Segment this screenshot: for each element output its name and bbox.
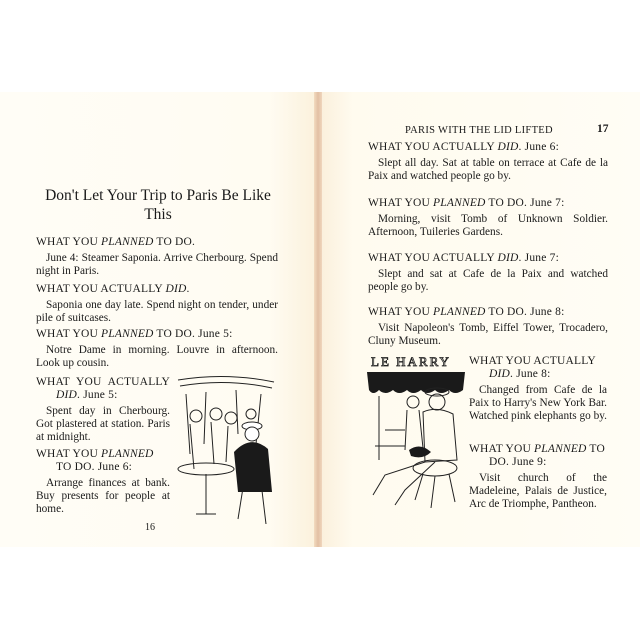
entry-right-6: WHAT YOU PLANNED TO DO. June 9: Visit church of the Madeleine, Palais de Justice, Arc de Triomphe, Pantheon. (469, 443, 607, 510)
svg-text:LE HARRY: LE HARRY (371, 354, 451, 369)
entry-right-3: WHAT YOU ACTUALLY DID. June 7: Slept and sat at Cafe de la Paix and watched people go by. (368, 252, 608, 293)
book-spine (314, 92, 322, 547)
entry-left-4: WHAT YOU ACTUALLY DID. June 5: Spent day in Cherbourg. Got plastered at station. Paris at midnight. (36, 376, 170, 443)
entry-right-4: WHAT YOU PLANNED TO DO. June 8: Visit Napoleon's Tomb, Eiffel Tower, Trocadero, Cluny Museum. (368, 306, 608, 347)
entry-right-5: WHAT YOU ACTUALLY DID. June 8: Changed from Cafe de la Paix to Harry's New York Bar. Watched pink elephants go by. (469, 355, 607, 422)
page-number-left: 16 (145, 522, 155, 533)
entry-left-1: WHAT YOU PLANNED TO DO. June 4: Steamer Saponia. Arrive Cherbourg. Spend night in Paris. (36, 236, 278, 277)
running-head: PARIS WITH THE LID LIFTED (405, 125, 553, 136)
chapter-title: Don't Let Your Trip to Paris Be Like This (45, 187, 271, 223)
entry-right-1: WHAT YOU ACTUALLY DID. June 6: Slept all day. Sat at table on terrace at Cafe de la Paix and watched people go by. (368, 141, 608, 182)
entry-left-3: WHAT YOU PLANNED TO DO. June 5: Notre Dame in morning. Louvre in afternoon. Look up cousin. (36, 328, 278, 369)
entry-right-2: WHAT YOU PLANNED TO DO. June 7: Morning, visit Tomb of Unknown Soldier. Afternoon, Tuileries Gardens. (368, 197, 608, 238)
page-number-right: 17 (597, 123, 609, 135)
cafe-illustration-left (176, 374, 276, 524)
entry-left-5: WHAT YOU PLANNED TO DO. June 6: Arrange finances at bank. Buy presents for people at home. (36, 448, 170, 515)
harrys-bar-illustration (365, 350, 467, 510)
entry-left-2: WHAT YOU ACTUALLY DID. Saponia one day late. Spend night on tender, under pile of suitcases. (36, 283, 278, 324)
